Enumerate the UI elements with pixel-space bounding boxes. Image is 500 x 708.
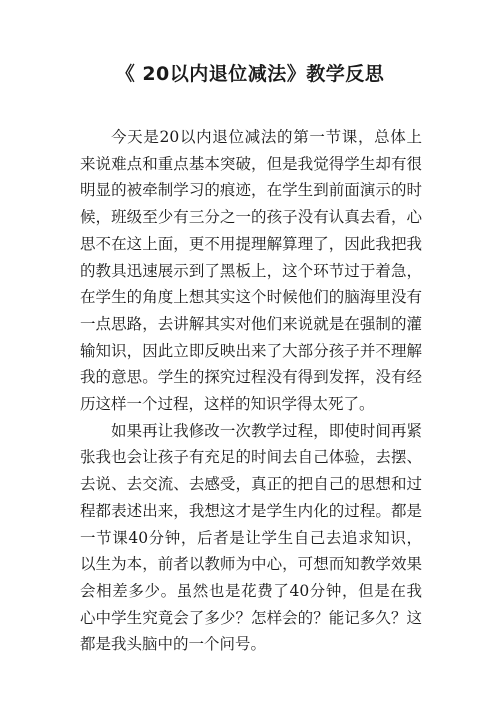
document-body xyxy=(80,124,422,658)
paragraph-2: 如果再让我修改一次教学过程，即使时间再紧张我也会让孩子有充足的时间去自己体验，去摆、去说、去交流、去感受，真正的把自己的思想和过程都表述出来，我想这才是学生内化的过程。都是一节课40分钟，后者是让学生自己去追求知识，以生为本，前者以教师为中心，可想而知教学效果会相差多少。虽然也是花费了40分钟，但是在我心中学生究竟会了多少？怎样会的？能记多久？这都是我头脑中的一个问号。 xyxy=(80,421,422,654)
paragraph-1: 今天是20以内退位减法的第一节课，总体上来说难点和重点基本突破，但是我觉得学生却有很明显的被牵制学习的痕迹，在学生到前面演示的时候，班级至少有三分之一的孩子没有认真去看，心思不在这上面，更不用提理解算理了，因此我把我的教具迅速展示到了黑板上，这个环节过于着急，在学生的角度上想其实这个时候他们的脑海里没有一点思路，去讲解其实对他们来说就是在强制的灌输知识，因此立即反映出来了大部分孩子并不理解我的意思。学生的探究过程没有得到发挥，没有经历这样一个过程，这样的知识学得太死了。 xyxy=(80,128,422,414)
document-title: 《 20以内退位减法》教学反思 xyxy=(115,63,385,85)
